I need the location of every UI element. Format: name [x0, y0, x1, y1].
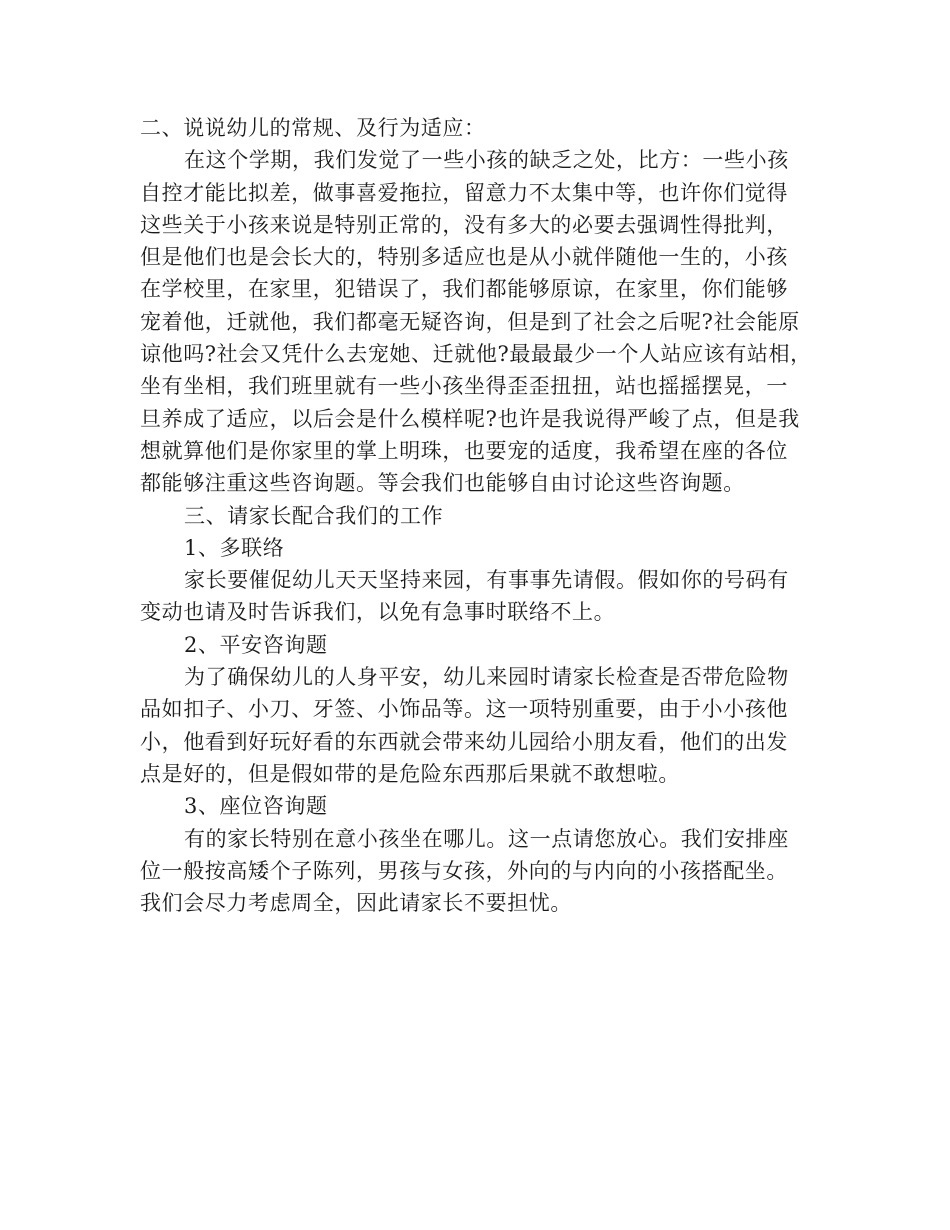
text-line: 1、多联络 [184, 535, 285, 560]
text-line: 二、说说幼儿的常规、及行为适应： [140, 116, 486, 140]
text-line: 但是他们也是会长大的，特别多适应也是从小就伴随他一生的，小孩 [140, 245, 788, 270]
text-line: 小，他看到好玩好看的东西就会带来幼儿园给小朋友看，他们的出发 [140, 729, 788, 754]
text-line: 2、平安咨询题 [184, 632, 328, 657]
text-line: 三、请家长配合我们的工作 [184, 503, 444, 528]
text-line: 在学校里，在家里，犯错误了，我们都能够原谅，在家里，你们能够 [140, 277, 788, 302]
text-line: 旦养成了适应，以后会是什么模样呢?也许是我说得严峻了点，但是我 [140, 406, 800, 431]
text-line: 有的家长特别在意小孩坐在哪儿。这一点请您放心。我们安排座 [184, 826, 789, 851]
text-line: 我们会尽力考虑周全，因此请家长不要担忧。 [140, 891, 572, 916]
text-line: 家长要催促幼儿天天坚持来园，有事事先请假。假如你的号码有 [184, 568, 789, 593]
text-line: 想就算他们是你家里的掌上明珠，也要宠的适度，我希望在座的各位 [140, 438, 788, 463]
text-line: 坐有坐相，我们班里就有一些小孩坐得歪歪扭扭，站也摇摇摆晃，一 [140, 374, 788, 399]
text-line: 3、座位咨询题 [184, 794, 328, 819]
text-line: 谅他吗?社会又凭什么去宠她、迁就他?最最最少一个人站应该有站相， [140, 342, 812, 367]
text-line: 自控才能比拟差，做事喜爱拖拉，留意力不太集中等，也许你们觉得 [140, 180, 788, 205]
text-line: 为了确保幼儿的人身平安，幼儿来园时请家长检查是否带危险物 [184, 665, 789, 690]
text-line: 点是好的，但是假如带的是危险东西那后果就不敢想啦。 [140, 761, 680, 786]
text-line: 在这个学期，我们发觉了一些小孩的缺乏之处，比方：一些小孩 [184, 148, 789, 173]
text-line: 宠着他，迁就他，我们都毫无疑咨询，但是到了社会之后呢?社会能原 [140, 309, 800, 334]
document-body [140, 112, 830, 919]
text-line: 变动也请及时告诉我们，以免有急事时联络不上。 [140, 600, 616, 625]
text-line: 都能够注重这些咨询题。等会我们也能够自由讨论这些咨询题。 [140, 471, 745, 496]
text-line: 位一般按高矮个子陈列，男孩与女孩，外向的与内向的小孩搭配坐。 [140, 858, 788, 883]
text-line: 这些关于小孩来说是特别正常的，没有多大的必要去强调性得批判， [140, 212, 788, 237]
text-line: 品如扣子、小刀、牙签、小饰品等。这一项特别重要，由于小小孩他 [140, 697, 788, 722]
